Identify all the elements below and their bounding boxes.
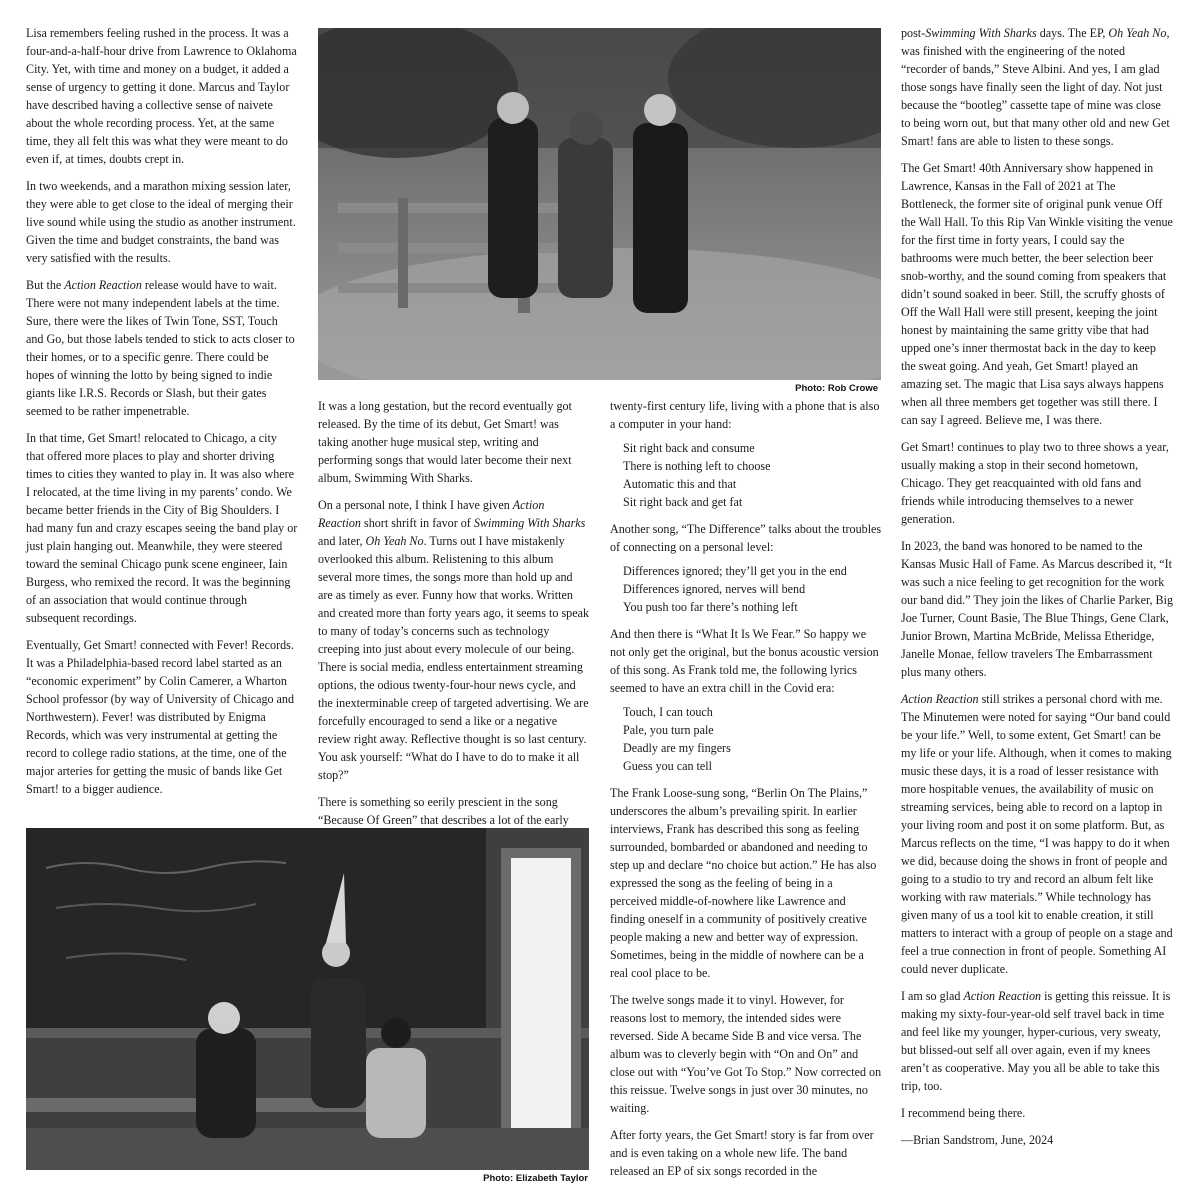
paragraph: Another song, “The Difference” talks about the troubles of connecting on a personal level: [610,522,882,554]
album-title: Action Reaction [64,278,142,292]
band-photo-top [318,28,881,380]
paragraph: But the Action Reaction release would have to wait. There were not many independent labels at the time. Sure, there were the likes of Twin Tone, SST, Touch and Go, but those labels tended to stick to acts closer to their homes, or to a specific genre. There could be hopes of winning the lotto by being signed to indie giants like I.R.S. Records or Slash, but their gates seemed to be rather impenetrable. [26,278,295,418]
paragraph: The twelve songs made it to vinyl. However, for reasons lost to memory, the intended sides were reversed. Side A became Side B and vice versa. The album was to cleverly begin with “On and On” and close out with “You’ve Got To Stop.” Now corrected on this reissue. Twelve songs in just over 30 minutes, no waiting. [610,993,882,1115]
paragraph: There is something so eerily prescient in the song “Because Of Green” that describes a lot of the early [318,795,569,827]
photo-credit-bottom: Photo: Elizabeth Taylor [483,1173,588,1184]
paragraph: Eventually, Get Smart! connected with Fever! Records. It was a Philadelphia-based record label started as an “economic experiment” by Colin Camerer, a Wharton School professor (by way of University of Chicago and Northwestern). Fever! was distributed by Enigma Records, which was very instrumental at getting the record to college radio stations, at the time, one of the major arteries for getting the music of bands like Get Smart! to a bigger audience. [26,638,295,796]
lyrics-block: Differences ignored; they’ll get you in the end Differences ignored, nerves will bend You push too far there’s nothing left [623,564,847,614]
paragraph: On a personal note, I think I have given Action Reaction short shrift in favor of Swimming With Sharks and later, Oh Yeah No. Turns out I have mistakenly overlooked this album. Relistening to this album several more times, the songs more than hold up and are as timely as ever. Funny how that works. Written and created more than forty years ago, it seems to speak to many of today’s concerns such as technology creeping into just about every molecule of our being. There is social media, endless entertainment streaming options, the odious twenty-four-hour news cycle, and the inexterminable creep of targeted advertising. We are forcefully encouraged to send a like or a negative review right away. Reflective thought is so last century. You ask yourself: “What do I have to do to make it all stop?” [318,498,589,782]
column-3 [610,397,882,1189]
paragraph: After forty years, the Get Smart! story is far from over and is even taking on a whole new life. The band released an EP of six songs recorded in the [610,1128,874,1178]
signature: —Brian Sandstrom, June, 2024 [901,1133,1054,1147]
lyrics-block: Touch, I can touch Pale, you turn pale Deadly are my fingers Guess you can tell [623,705,731,773]
paragraph: I recommend being there. [901,1106,1026,1120]
paragraph: In 2023, the band was honored to be named to the Kansas Music Hall of Fame. As Marcus described it, “It was such a nice feeling to get recognition for the work our band did.” They join the likes of Charlie Parker, Big Joe Turner, Count Basie, The Blue Things, Gene Clark, Junior Brown, Martina McBride, Melissa Etheridge, Janelle Monae, fellow travelers The Embarrassment plus many others. [901,539,1174,679]
paragraph: The Frank Loose-sung song, “Berlin On The Plains,” underscores the album’s prevailing spirit. In earlier interviews, Frank has described this song as feeling surrounded, bombarded or abandoned and needing to step up and declare “no choice but action.” He has also expressed the song as the feeling of being in a perceived middle-of-nowhere like Lawrence and finding oneself in a community of positively creative people making a new and better way of expression. Sometimes, being in the middle of nowhere can be a real cool place to be. [610,786,877,980]
paragraph: In that time, Get Smart! relocated to Chicago, a city that offered more places to play and shorter driving times to cities they wanted to play in. It was also where I relocated, at the time living in my parents’ condo. We became better friends in the City of Big Shoulders. I had many fun and crazy escapes seeing the band play or just plain hanging out. Meanwhile, they were steered toward the seminal Chicago punk scene engineer, Iain Burgess, who remixed the record. It was the beginning of an association that would continue through subsequent recordings. [26,431,298,625]
lyrics-block: Sit right back and consume There is nothing left to choose Automatic this and that Sit right back and get fat [623,441,771,509]
column-2 [318,397,590,838]
band-photo-bottom [26,828,589,1170]
paragraph: And then there is “What It Is We Fear.” So happy we not only get the original, but the bonus acoustic version of this song. As Frank told me, the following lyrics seemed to have an extra chill in the Covid era: [610,627,879,695]
paragraph: I am so glad Action Reaction is getting this reissue. It is making my sixty-four-year-old self travel back in time and feel like my younger, hyper-curious, very sweaty, but blissed-out self all over again, even if my knees aren’t as cooperative. May you all be able to take this trip, too. [901,989,1171,1093]
paragraph: Get Smart! continues to play two to three shows a year, usually making a stop in their second hometown, Chicago. They get reacquainted with old fans and friends while introducing themselves to a newer generation. [901,440,1169,526]
paragraph: In two weekends, and a marathon mixing session later, they were able to get close to the ideal of merging their live sound while using the studio as another instrument. Given the time and budget constraints, the band was very satisfied with the results. [26,179,296,265]
paragraph: twenty-first century life, living with a phone that is also a computer in your hand: [610,399,880,431]
column-4 [901,24,1173,1158]
paragraph: post-Swimming With Sharks days. The EP, Oh Yeah No, was finished with the engineering of the noted “recorder of bands,” Steve Albini. And yes, I am glad those songs have finally seen the light of day. Not just because the “bootleg” cassette tape of mine was close to being worn out, but that many other old and new Get Smart! fans are able to listen to these songs. [901,26,1170,148]
paragraph: It was a long gestation, but the record eventually got released. By the time of its debut, Get Smart! was taking another huge musical step, writing and performing songs that would later become their next album, Swimming With Sharks. [318,399,572,485]
paragraph: Action Reaction still strikes a personal chord with me. The Minutemen were noted for saying “Our band could be your life.” Well, to some extent, Get Smart! can be my life or your life. Although, when it comes to making music these days, it is a road of lesser resistance with more hospitable venues, the availability of music on streaming services, being able to record on a laptop in your living room and post it on some platform. But, as Marcus reflects on the time, “I was happy to do it when we did, because doing the shows in front of people and going to a studio to try and record an album felt like working with raw materials.” While technology has given many of us a tool kit to enable creation, it still matters to interact with a group of people on a stage and feel a true connection in front of people. Something AI could never duplicate. [901,692,1173,976]
column-1 [26,24,298,807]
photo-credit-top: Photo: Rob Crowe [795,383,878,394]
paragraph: The Get Smart! 40th Anniversary show happened in Lawrence, Kansas in the Fall of 2021 at The Bottleneck, the former site of original punk venue Off the Wall Hall. To this Rip Van Winkle visiting the venue for the first time in forty years, I could say the bathrooms were much better, the beer selection beer snob-worthy, and the sound coming from speakers that didn’t sound soaked in beer. Still, the scruffy ghosts of Off the Wall Hall were still present, keeping the joint honest by maintaining the same gritty vibe that had upped one’s inner thermostat back in the day to keep the sweat going. And yeah, Get Smart! played an amazing set. The magic that Lisa says always happens when all three members get together was still there. I can say I agreed. Believe me, I was there. [901,161,1173,427]
paragraph: Lisa remembers feeling rushed in the process. It was a four-and-a-half-hour drive from Lawrence to Oklahoma City. Yet, with time and money on a budget, it added a sense of urgency to getting it done. Marcus and Taylor have described having a collective sense of naivete about the whole recording process. Yet, at the same time, they all felt this was what they were meant to do even if, at times, doubts crept in. [26,26,297,166]
